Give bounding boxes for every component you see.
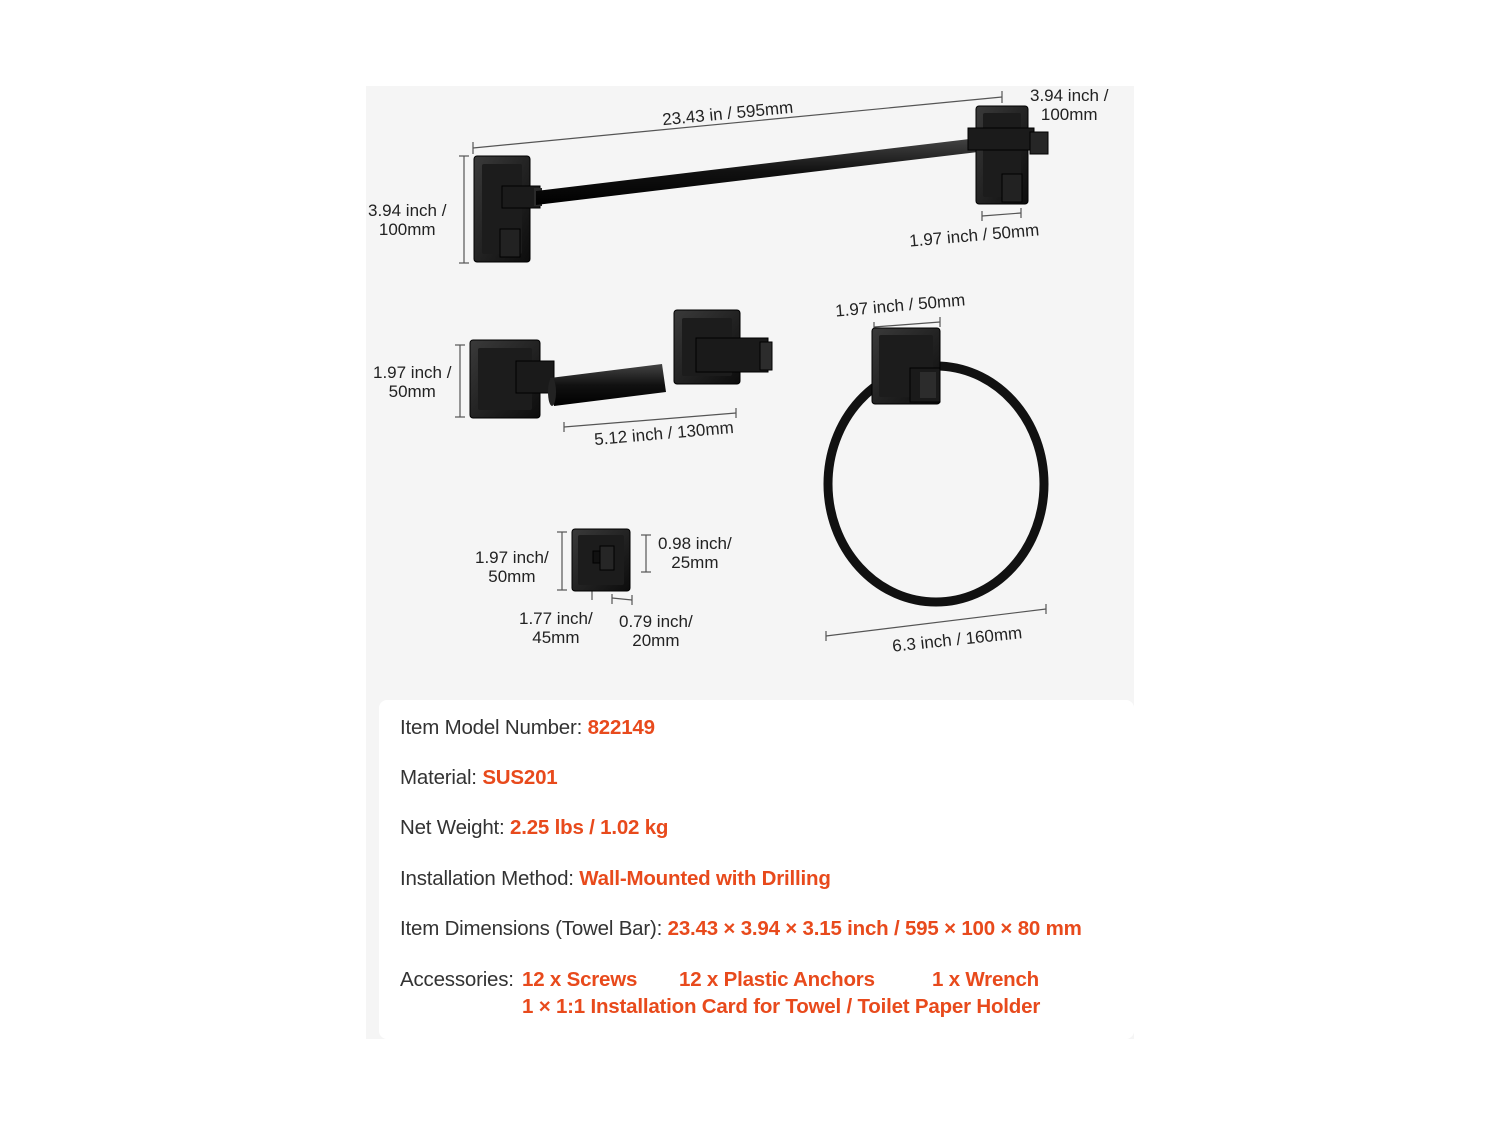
towel-ring-illustration	[828, 328, 1044, 602]
bar-depth-label: 3.94 inch / 100mm	[1030, 86, 1109, 124]
specifications-card	[379, 700, 1134, 1039]
accessory-installation-card: 1 × 1:1 Installation Card for Towel / Toilet Paper Holder	[522, 995, 1041, 1018]
hook-height-label: 1.97 inch/ 50mm	[475, 548, 549, 586]
bar-bracket-width-label: 1.97 inch / 50mm	[908, 220, 1040, 251]
accessory-wrench: 1 x Wrench	[932, 968, 1039, 991]
spec-dimensions: Item Dimensions (Towel Bar): 23.43 × 3.94 × 3.15 inch / 595 × 100 × 80 mm	[400, 917, 1082, 940]
accessory-screws: 12 x Screws	[522, 968, 638, 991]
towel-bar-length-label: 23.43 in / 595mm	[661, 97, 794, 130]
spec-accessories: Accessories:	[400, 968, 514, 991]
holder-length-label: 5.12 inch / 130mm	[593, 417, 735, 450]
spec-material: Material: SUS201	[400, 766, 558, 789]
ring-diameter-label: 6.3 inch / 160mm	[891, 623, 1024, 656]
spec-weight: Net Weight: 2.25 lbs / 1.02 kg	[400, 816, 669, 839]
product-illustration	[366, 86, 1134, 701]
holder-height-label: 1.97 inch / 50mm	[373, 363, 452, 401]
bar-height-label: 3.94 inch / 100mm	[368, 201, 447, 239]
toilet-paper-holder-illustration	[470, 310, 772, 418]
hook-hook-height-label: 0.98 inch/ 25mm	[658, 534, 732, 572]
spec-model: Item Model Number: 822149	[400, 716, 655, 739]
ring-bracket-width-label: 1.97 inch / 50mm	[834, 290, 966, 321]
dimension-diagram	[366, 86, 1134, 701]
spec-installation: Installation Method: Wall-Mounted with Drilling	[400, 867, 831, 890]
hook-width-label: 1.77 inch/ 45mm	[519, 609, 593, 647]
hook-depth-label: 0.79 inch/ 20mm	[619, 612, 693, 650]
robe-hook-illustration	[572, 529, 630, 591]
accessory-anchors: 12 x Plastic Anchors	[679, 968, 875, 991]
